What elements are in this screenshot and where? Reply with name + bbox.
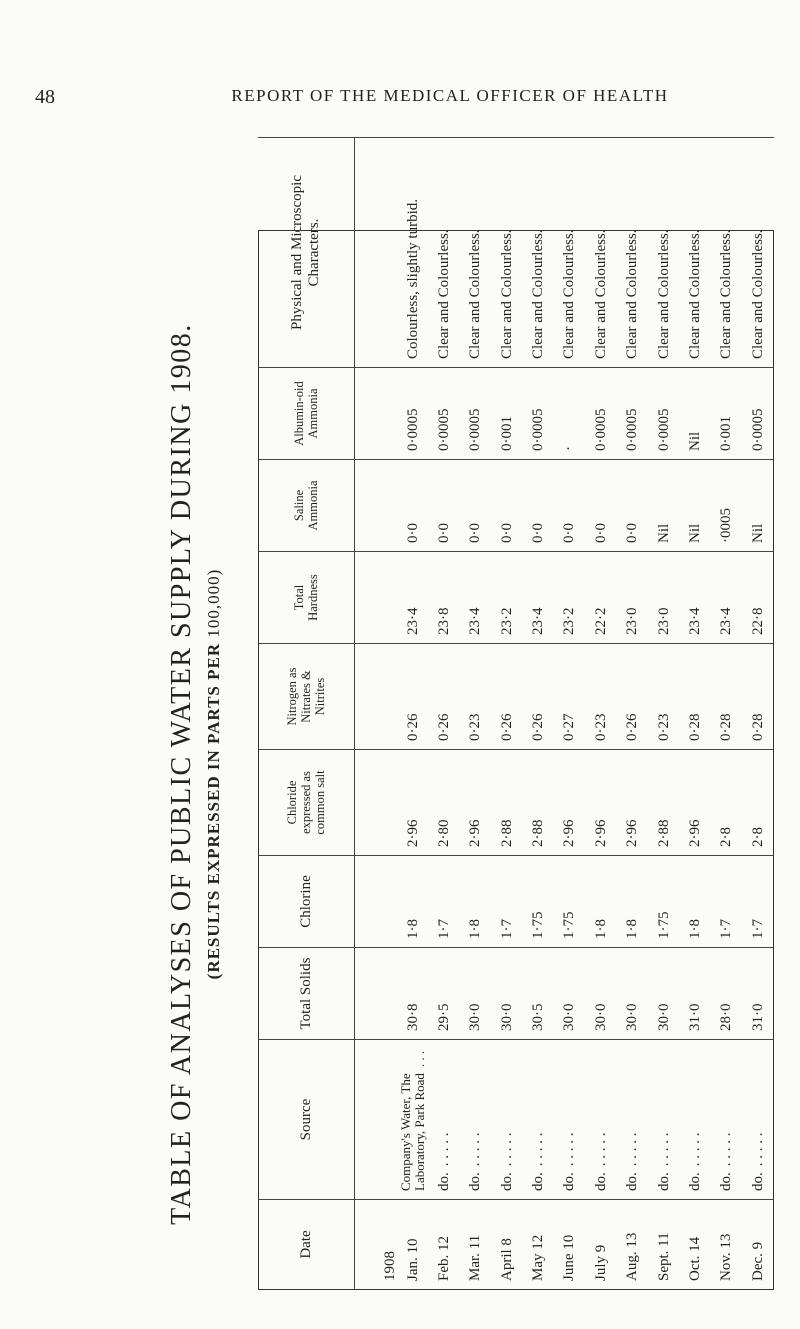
cell-nitrate: 0·23 [460,644,491,750]
cell-nitrate: 0·26 [492,644,523,750]
cell-nitrate: 0·23 [648,644,679,750]
cell-characters: Clear and Colourless. [460,138,491,368]
cell-chloride: 2·8 [711,750,742,856]
cell-hardness: 23·4 [460,552,491,644]
cell-chlorine: 1·8 [617,856,648,948]
cell-chlorine: 1·75 [523,856,554,948]
cell-albuminoid-ammonia: 0·001 [711,368,742,460]
cell-total-solids: 28·0 [711,948,742,1040]
cell-albuminoid-ammonia: 0·0005 [617,368,648,460]
header-date: Date [258,1200,355,1290]
cell-albuminoid-ammonia: 0·001 [492,368,523,460]
empty-cell [355,1040,398,1200]
cell-chloride: 2·96 [460,750,491,856]
cell-date: May 12 [523,1200,554,1290]
cell-characters: Clear and Colourless. [492,138,523,368]
cell-source [523,1040,554,1200]
leader-dots: . . . . . [686,1132,703,1167]
cell-saline-ammonia: 0·0 [398,460,429,552]
cell-saline-ammonia: 0·0 [617,460,648,552]
cell-source [711,1040,742,1200]
leader-dots: . . . . . [436,1132,453,1167]
cell-chlorine: 1·8 [398,856,429,948]
cell-date: July 9 [586,1200,617,1290]
cell-nitrate: 0·26 [523,644,554,750]
cell-chlorine: 1·7 [429,856,460,948]
source-text: do. [561,1172,578,1191]
year-label: 1908 [355,1200,398,1290]
cell-chlorine: 1·8 [586,856,617,948]
cell-nitrate: 0·23 [586,644,617,750]
table-row [711,138,742,1290]
cell-total-solids: 30·0 [460,948,491,1040]
analysis-table-wrapper [258,175,774,1290]
cell-date: Mar. 11 [460,1200,491,1290]
cell-nitrate: 0·28 [742,644,774,750]
subtitle-text: (RESULTS EXPRESSED IN PARTS PER [204,642,223,980]
cell-chlorine: 1·7 [742,856,774,948]
cell-date: Oct. 14 [680,1200,711,1290]
cell-characters: Clear and Colourless. [523,138,554,368]
table-row [429,138,460,1290]
cell-saline-ammonia: 0·0 [554,460,585,552]
source-text: do. [592,1172,609,1191]
source-text: do. [624,1172,641,1191]
cell-chlorine: 1·8 [460,856,491,948]
table-row [523,138,554,1290]
header-albuminoid-ammonia: Albumin-oid Ammonia [258,368,355,460]
cell-characters: Clear and Colourless. [680,138,711,368]
cell-saline-ammonia: 0·0 [586,460,617,552]
cell-chloride: 2·80 [429,750,460,856]
cell-chloride: 2·88 [523,750,554,856]
cell-chloride: 2·96 [586,750,617,856]
cell-date: Aug. 13 [617,1200,648,1290]
cell-hardness: 23·0 [648,552,679,644]
cell-saline-ammonia: 0·0 [492,460,523,552]
leader-dots: . . . . . [467,1132,484,1167]
cell-chlorine: 1·7 [711,856,742,948]
cell-source [429,1040,460,1200]
cell-total-solids: 30·0 [648,948,679,1040]
cell-total-solids: 30·0 [554,948,585,1040]
cell-hardness: 23·4 [711,552,742,644]
cell-characters: Clear and Colourless. [742,138,774,368]
empty-cell [355,644,398,750]
cell-date: Dec. 9 [742,1200,774,1290]
cell-total-solids: 30·8 [398,948,429,1040]
header-nitrate: Nitrogen as Nitrates & Nitrites [258,644,355,750]
cell-source [460,1040,491,1200]
cell-source [586,1040,617,1200]
header-saline-ammonia: Saline Ammonia [258,460,355,552]
cell-hardness: 23·8 [429,552,460,644]
cell-total-solids: 30·5 [523,948,554,1040]
cell-date: April 8 [492,1200,523,1290]
cell-source [680,1040,711,1200]
leader-dots: . . . [412,1050,428,1068]
cell-albuminoid-ammonia: 0·0005 [460,368,491,460]
cell-total-solids: 31·0 [742,948,774,1040]
cell-total-solids: 30·0 [492,948,523,1040]
table-row [742,138,774,1290]
source-text: do. [655,1172,672,1191]
cell-chloride: 2·88 [648,750,679,856]
cell-chloride: 2·8 [742,750,774,856]
source-text: Company's Water, The Laboratory, Park Road [398,1073,428,1191]
cell-hardness: 23·4 [398,552,429,644]
table-row [460,138,491,1290]
cell-total-solids: 30·0 [617,948,648,1040]
cell-chloride: 2·96 [680,750,711,856]
cell-source [617,1040,648,1200]
empty-cell [355,552,398,644]
cell-hardness: 22·8 [742,552,774,644]
cell-albuminoid-ammonia: 0·0005 [523,368,554,460]
cell-total-solids: 29·5 [429,948,460,1040]
leader-dots: . . . . . [655,1132,672,1167]
source-text: do. [718,1172,735,1191]
source-text: do. [749,1172,766,1191]
cell-albuminoid-ammonia: 0·0005 [648,368,679,460]
leader-dots: . . . . . [592,1132,609,1167]
source-text: do. [467,1172,484,1191]
table-body [355,138,775,1290]
leader-dots: . . . . . [530,1132,547,1167]
page-number: 48 [35,86,55,108]
leader-dots: . . . . . [498,1132,515,1167]
empty-cell [355,138,398,368]
source-text: do. [530,1172,547,1191]
cell-hardness: 22·2 [586,552,617,644]
year-row [355,138,398,1290]
table-row [648,138,679,1290]
cell-nitrate: 0·26 [398,644,429,750]
empty-cell [355,856,398,948]
cell-hardness: 23·0 [617,552,648,644]
leader-dots: . . . . . [624,1132,641,1167]
empty-cell [355,460,398,552]
cell-date: Jan. 10 [398,1200,429,1290]
subtitle-unit: 100,000) [204,568,223,638]
leader-dots: . . . . . [561,1132,578,1167]
cell-characters: Clear and Colourless. [429,138,460,368]
source-text: do. [436,1172,453,1191]
leader-dots: . . . . . [749,1132,766,1167]
cell-date: Nov. 13 [711,1200,742,1290]
cell-albuminoid-ammonia: Nil [680,368,711,460]
cell-date: Feb. 12 [429,1200,460,1290]
cell-characters: Colourless, slightly turbid. [398,138,429,368]
empty-cell [355,948,398,1040]
cell-saline-ammonia: 0·0 [429,460,460,552]
header-characters: Physical and Microscopic Characters. [258,138,355,368]
cell-chlorine: 1·75 [554,856,585,948]
cell-albuminoid-ammonia: 0·0005 [398,368,429,460]
header-hardness: Total Hardness [258,552,355,644]
table-subtitle [204,264,224,1284]
cell-nitrate: 0·26 [617,644,648,750]
cell-chlorine: 1·7 [492,856,523,948]
cell-source [398,1040,429,1200]
cell-albuminoid-ammonia: 0·0005 [586,368,617,460]
cell-saline-ammonia: Nil [742,460,774,552]
cell-hardness: 23·2 [492,552,523,644]
table-row [680,138,711,1290]
cell-characters: Clear and Colourless. [711,138,742,368]
cell-characters: Clear and Colourless. [586,138,617,368]
header-chloride: Chloride expressed as common salt [258,750,355,856]
cell-chloride: 2·96 [617,750,648,856]
running-head: REPORT OF THE MEDICAL OFFICER OF HEALTH [231,86,669,105]
cell-saline-ammonia: Nil [680,460,711,552]
cell-total-solids: 30·0 [586,948,617,1040]
leader-dots: . . . . . [718,1132,735,1167]
cell-saline-ammonia: Nil [648,460,679,552]
table-row [554,138,585,1290]
cell-hardness: 23·4 [680,552,711,644]
cell-saline-ammonia: 0·0 [523,460,554,552]
cell-nitrate: 0·27 [554,644,585,750]
cell-characters: Clear and Colourless. [617,138,648,368]
source-text: do. [498,1172,515,1191]
cell-characters: Clear and Colourless. [648,138,679,368]
cell-nitrate: 0·28 [680,644,711,750]
table-header-row [258,138,355,1290]
cell-source [742,1040,774,1200]
cell-albuminoid-ammonia: 0·0005 [429,368,460,460]
cell-hardness: 23·2 [554,552,585,644]
cell-hardness: 23·4 [523,552,554,644]
cell-date: Sept. 11 [648,1200,679,1290]
cell-saline-ammonia: 0·0 [460,460,491,552]
table-row [586,138,617,1290]
cell-chloride: 2·88 [492,750,523,856]
table-row [492,138,523,1290]
cell-chloride: 2·96 [398,750,429,856]
cell-chlorine: 1·75 [648,856,679,948]
cell-date: June 10 [554,1200,585,1290]
table-title: TABLE OF ANALYSES OF PUBLIC WATER SUPPLY DURING 1908. [166,323,197,1225]
cell-chloride: 2·96 [554,750,585,856]
cell-saline-ammonia: ·0005 [711,460,742,552]
cell-chlorine: 1·8 [680,856,711,948]
table-title-block [4,256,274,1286]
empty-cell [355,368,398,460]
header-chlorine: Chlorine [258,856,355,948]
cell-albuminoid-ammonia: 0·0005 [742,368,774,460]
cell-nitrate: 0·26 [429,644,460,750]
table-row [398,138,429,1290]
cell-albuminoid-ammonia: · [554,368,585,460]
table-row [617,138,648,1290]
cell-nitrate: 0·28 [711,644,742,750]
source-text: do. [686,1172,703,1191]
cell-source [492,1040,523,1200]
header-source: Source [258,1040,355,1200]
cell-source [554,1040,585,1200]
cell-total-solids: 31·0 [680,948,711,1040]
cell-source [648,1040,679,1200]
empty-cell [355,750,398,856]
cell-characters: Clear and Colourless. [554,138,585,368]
analysis-table [258,137,774,1290]
header-total-solids: Total Solids [258,948,355,1040]
